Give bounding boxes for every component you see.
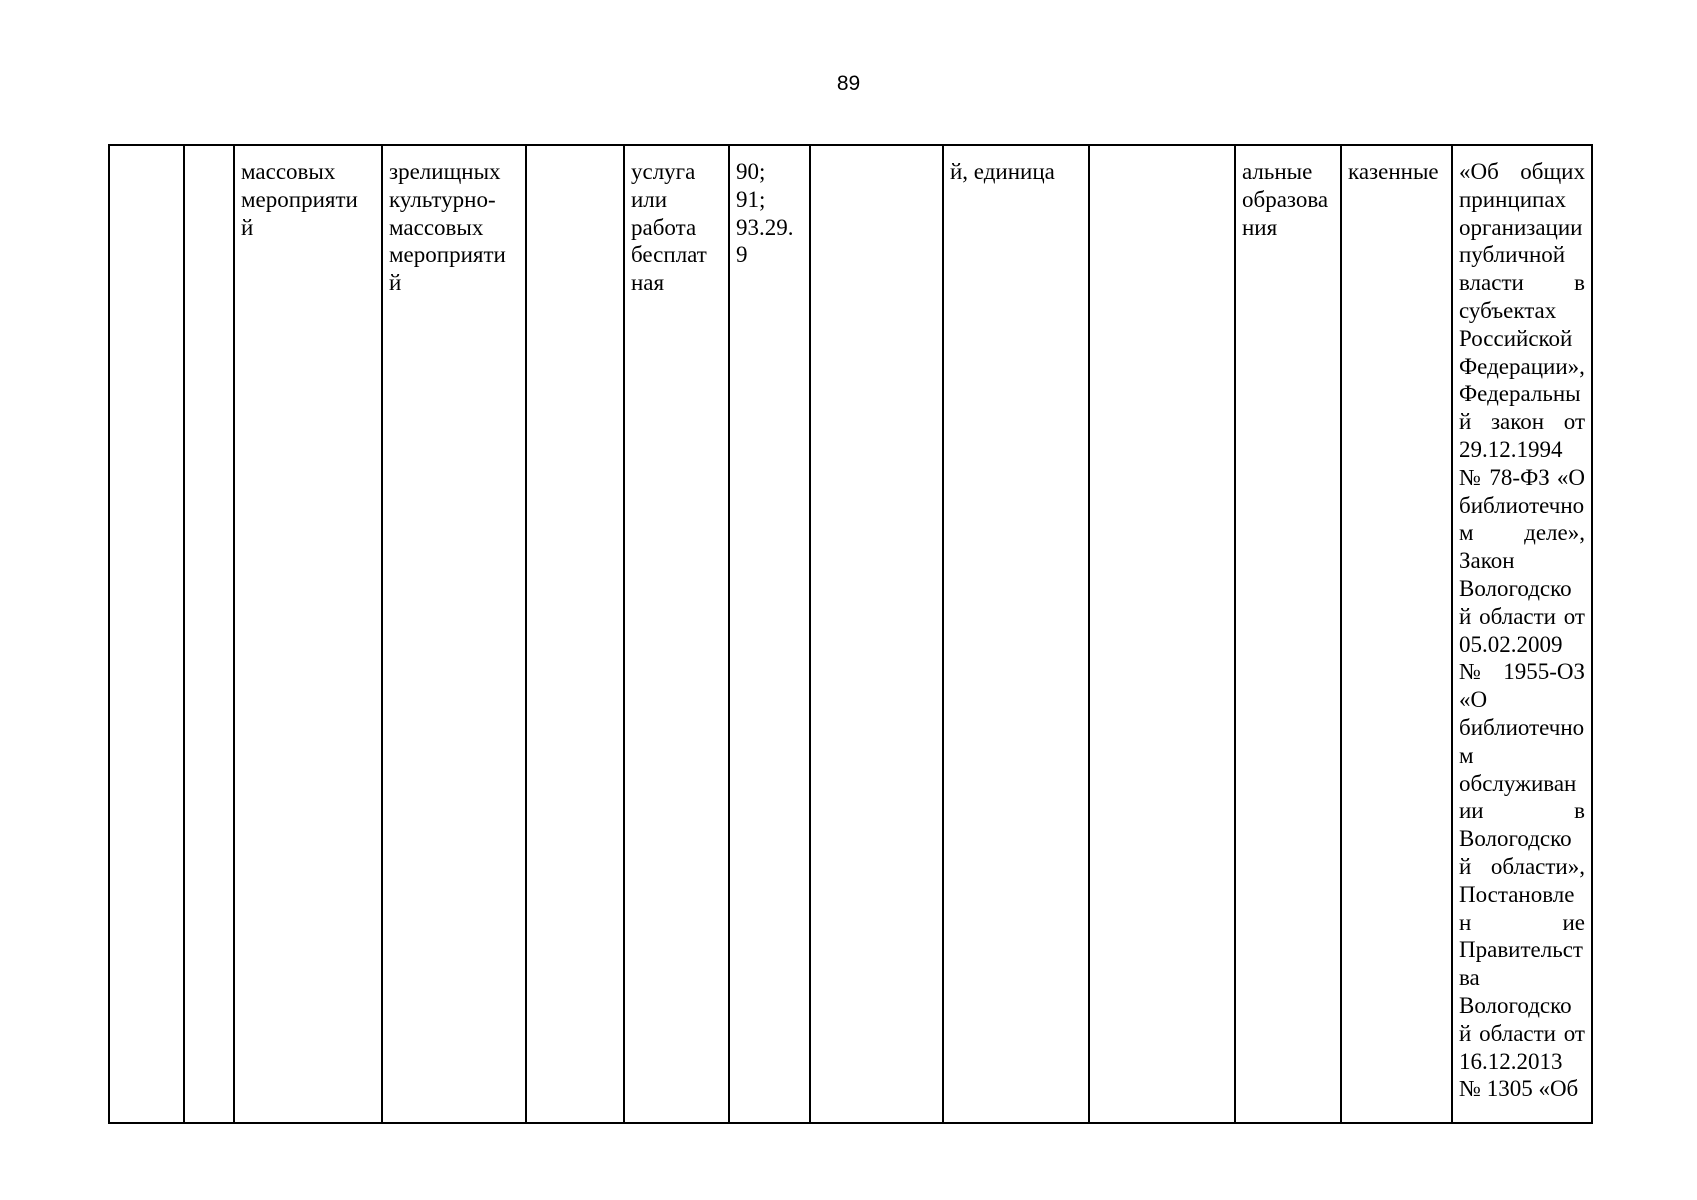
table-cell-municipalities: альные образова ния: [1235, 145, 1341, 1123]
table-cell-empty: [526, 145, 624, 1123]
table-cell-service-content: зрелищных культурно- массовых мероприяти й: [382, 145, 526, 1123]
table-cell-service-name: массовых мероприяти й: [234, 145, 382, 1123]
page-number: 89: [836, 72, 861, 95]
table-cell-empty: [1089, 145, 1235, 1123]
table-cell-unit: й, единица: [943, 145, 1089, 1123]
table-cell-empty: [810, 145, 943, 1123]
table-cell-okved-codes: 90; 91; 93.29. 9: [729, 145, 810, 1123]
table-cell-empty: [184, 145, 234, 1123]
table-cell-number: [109, 145, 184, 1123]
table-row: [109, 145, 1592, 1123]
table-cell-institution-type: казенные: [1341, 145, 1452, 1123]
table-cell-payment-type: услуга или работа бесплат ная: [624, 145, 729, 1123]
registry-table: [108, 144, 1593, 1124]
table-cell-legal-basis: «Об общих принципах организации публичной власти в субъектах Российской Федерации», Федеральны й закон от 29.12.1994 № 78-ФЗ «О библиотечно м деле», Закон Вологодско й области от 05.02.2009 № 1955-ОЗ «О библиотечно м обслуживан ии в Вологодско й области», Постановлен ие Правительст ва Вологодско й области от 16.12.2013 № 1305 «Об: [1452, 145, 1592, 1123]
